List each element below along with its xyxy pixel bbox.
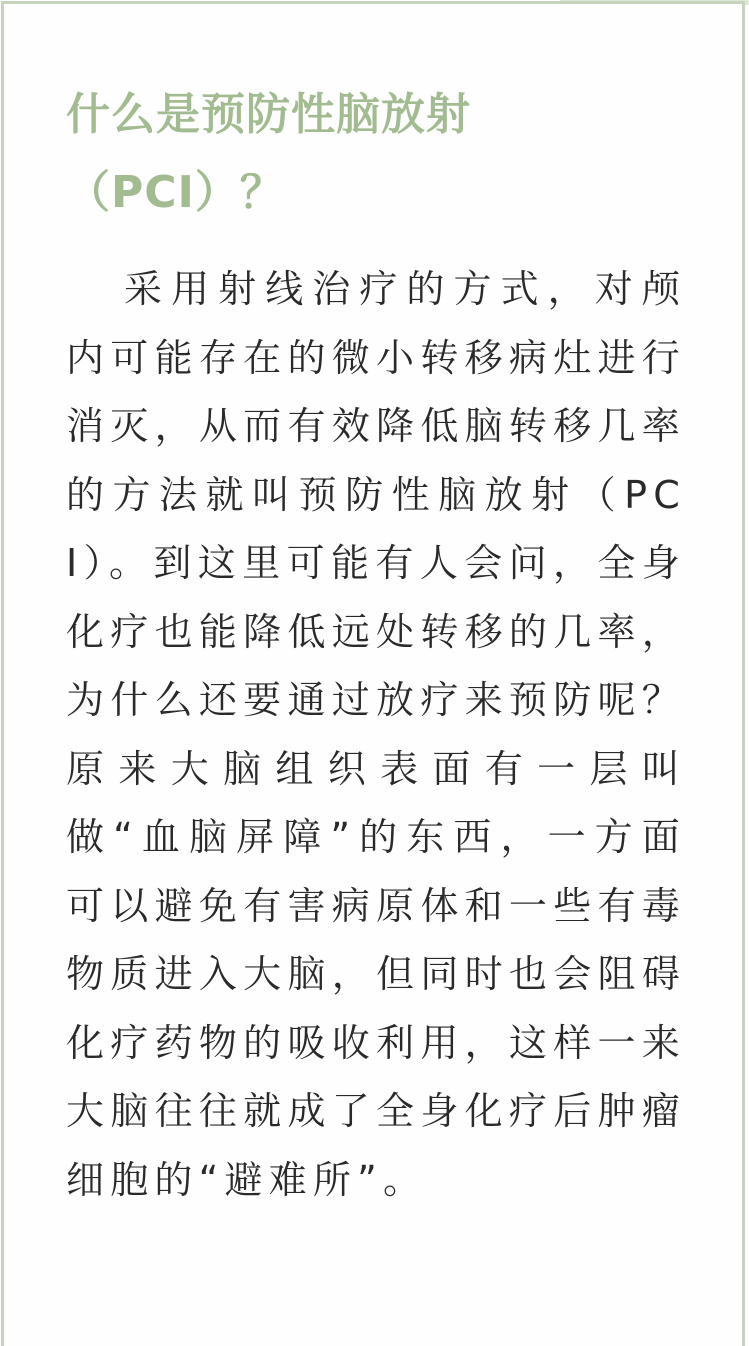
article-paragraph: 采用射线治疗的方式，对颅内可能存在的微小转移病灶进行消灭，从而有效降低脑转移几率的方法就叫预防性脑放射（PCI）。到这里可能有人会问，全身化疗也能降低远处转移的几率，为什么还要通过放疗来预防呢？原来大脑组织表面有一层叫做“血脑屏障”的东西，一方面可以避免有害病原体和一些有毒物质进入大脑，但同时也会阻碍化疗药物的吸收利用，这样一来大脑往往就成了全身化疗后肿瘤细胞的“避难所”。	[66, 267, 686, 1202]
article-heading: 什么是预防性脑放射 （PCI）？	[66, 89, 471, 218]
